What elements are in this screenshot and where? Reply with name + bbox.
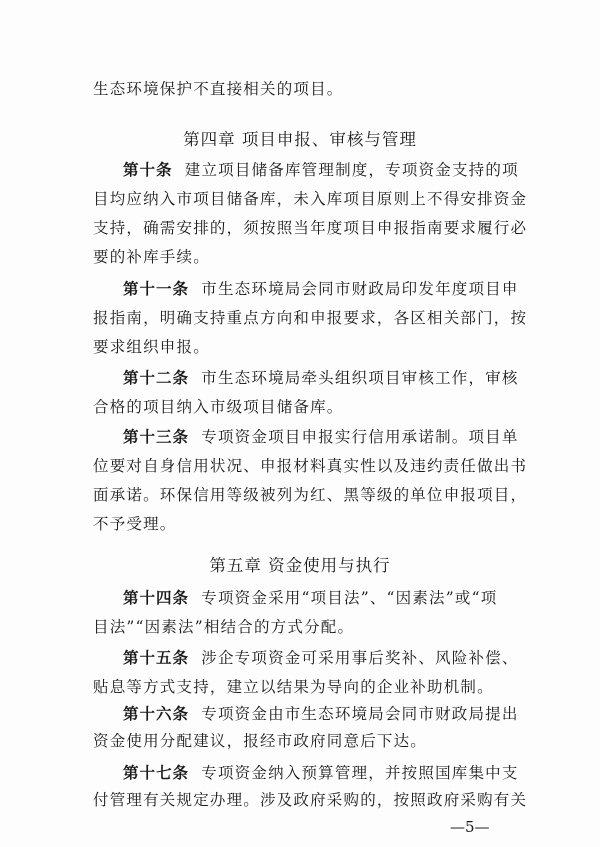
article-16-line-1: 第十六条 专项资金由市生态环境局会同市财政局提出: [123, 705, 519, 723]
article-11-line-1: 第十一条 市生态环境局会同市财政局印发年度项目申: [123, 280, 519, 298]
article-10-label: 第十条: [123, 161, 173, 179]
article-17-line-1: 第十七条 专项资金纳入预算管理，并按照国库集中支: [123, 764, 519, 782]
article-12-line-1: 第十二条 市生态环境局牵头组织项目审核工作，审核: [123, 369, 519, 387]
chapter-5-heading: 第五章 资金使用与执行: [209, 556, 391, 575]
page-number: —5—: [450, 818, 490, 836]
article-11-label: 第十一条: [123, 280, 190, 298]
article-12-line-2: 合格的项目纳入市级项目储备库。: [93, 398, 344, 416]
paragraph-continuation: 生态环境保护不直接相关的项目。: [93, 80, 344, 98]
article-15-line-1: 第十五条 涉企专项资金可采用事后奖补、风险补偿、: [123, 649, 519, 667]
article-10-line-2: 目均应纳入市项目储备库，未入库项目原则上不得安排资金: [93, 190, 528, 208]
article-13-line-2: 位要对自身信用状况、申报材料真实性以及违约责任做出书: [93, 457, 528, 475]
article-13-label: 第十三条: [123, 428, 190, 446]
article-17-line-2: 付管理有关规定办理。涉及政府采购的，按照政府采购有关: [93, 791, 528, 809]
article-14-label: 第十四条: [123, 589, 190, 607]
article-14-line-1: 第十四条 专项资金采用“项目法”、“因素法”或“项: [123, 589, 498, 607]
article-10-line-1: 第十条 建立项目储备库管理制度，专项资金支持的项: [123, 161, 519, 179]
article-11-line-2: 报指南，明确支持重点方向和申报要求，各区相关部门，按: [93, 309, 528, 327]
article-17-label: 第十七条: [123, 764, 190, 782]
article-13-line-1: 第十三条 专项资金项目申报实行信用承诺制。项目单: [123, 428, 519, 446]
article-10-line-4: 要的补库手续。: [93, 248, 210, 266]
article-11-line-3: 要求组织申报。: [93, 338, 210, 356]
chapter-4-heading: 第四章 项目申报、审核与管理: [183, 130, 417, 149]
article-15-line-2: 贴息等方式支持，建立以结果为导向的企业补助机制。: [93, 678, 494, 696]
article-12-label: 第十二条: [123, 369, 190, 387]
article-14-line-2: 目法”“因素法”相结合的方式分配。: [93, 618, 355, 636]
article-15-label: 第十五条: [123, 649, 190, 667]
article-16-label: 第十六条: [123, 705, 190, 723]
article-10-line-3: 支持，确需安排的，须按照当年度项目申报指南要求履行必: [93, 219, 528, 237]
article-16-line-2: 资金使用分配建议，报经市政府同意后下达。: [93, 732, 428, 750]
article-13-line-3: 面承诺。环保信用等级被列为红、黑等级的单位申报项目，: [93, 486, 528, 504]
article-13-line-4: 不予受理。: [93, 515, 177, 533]
